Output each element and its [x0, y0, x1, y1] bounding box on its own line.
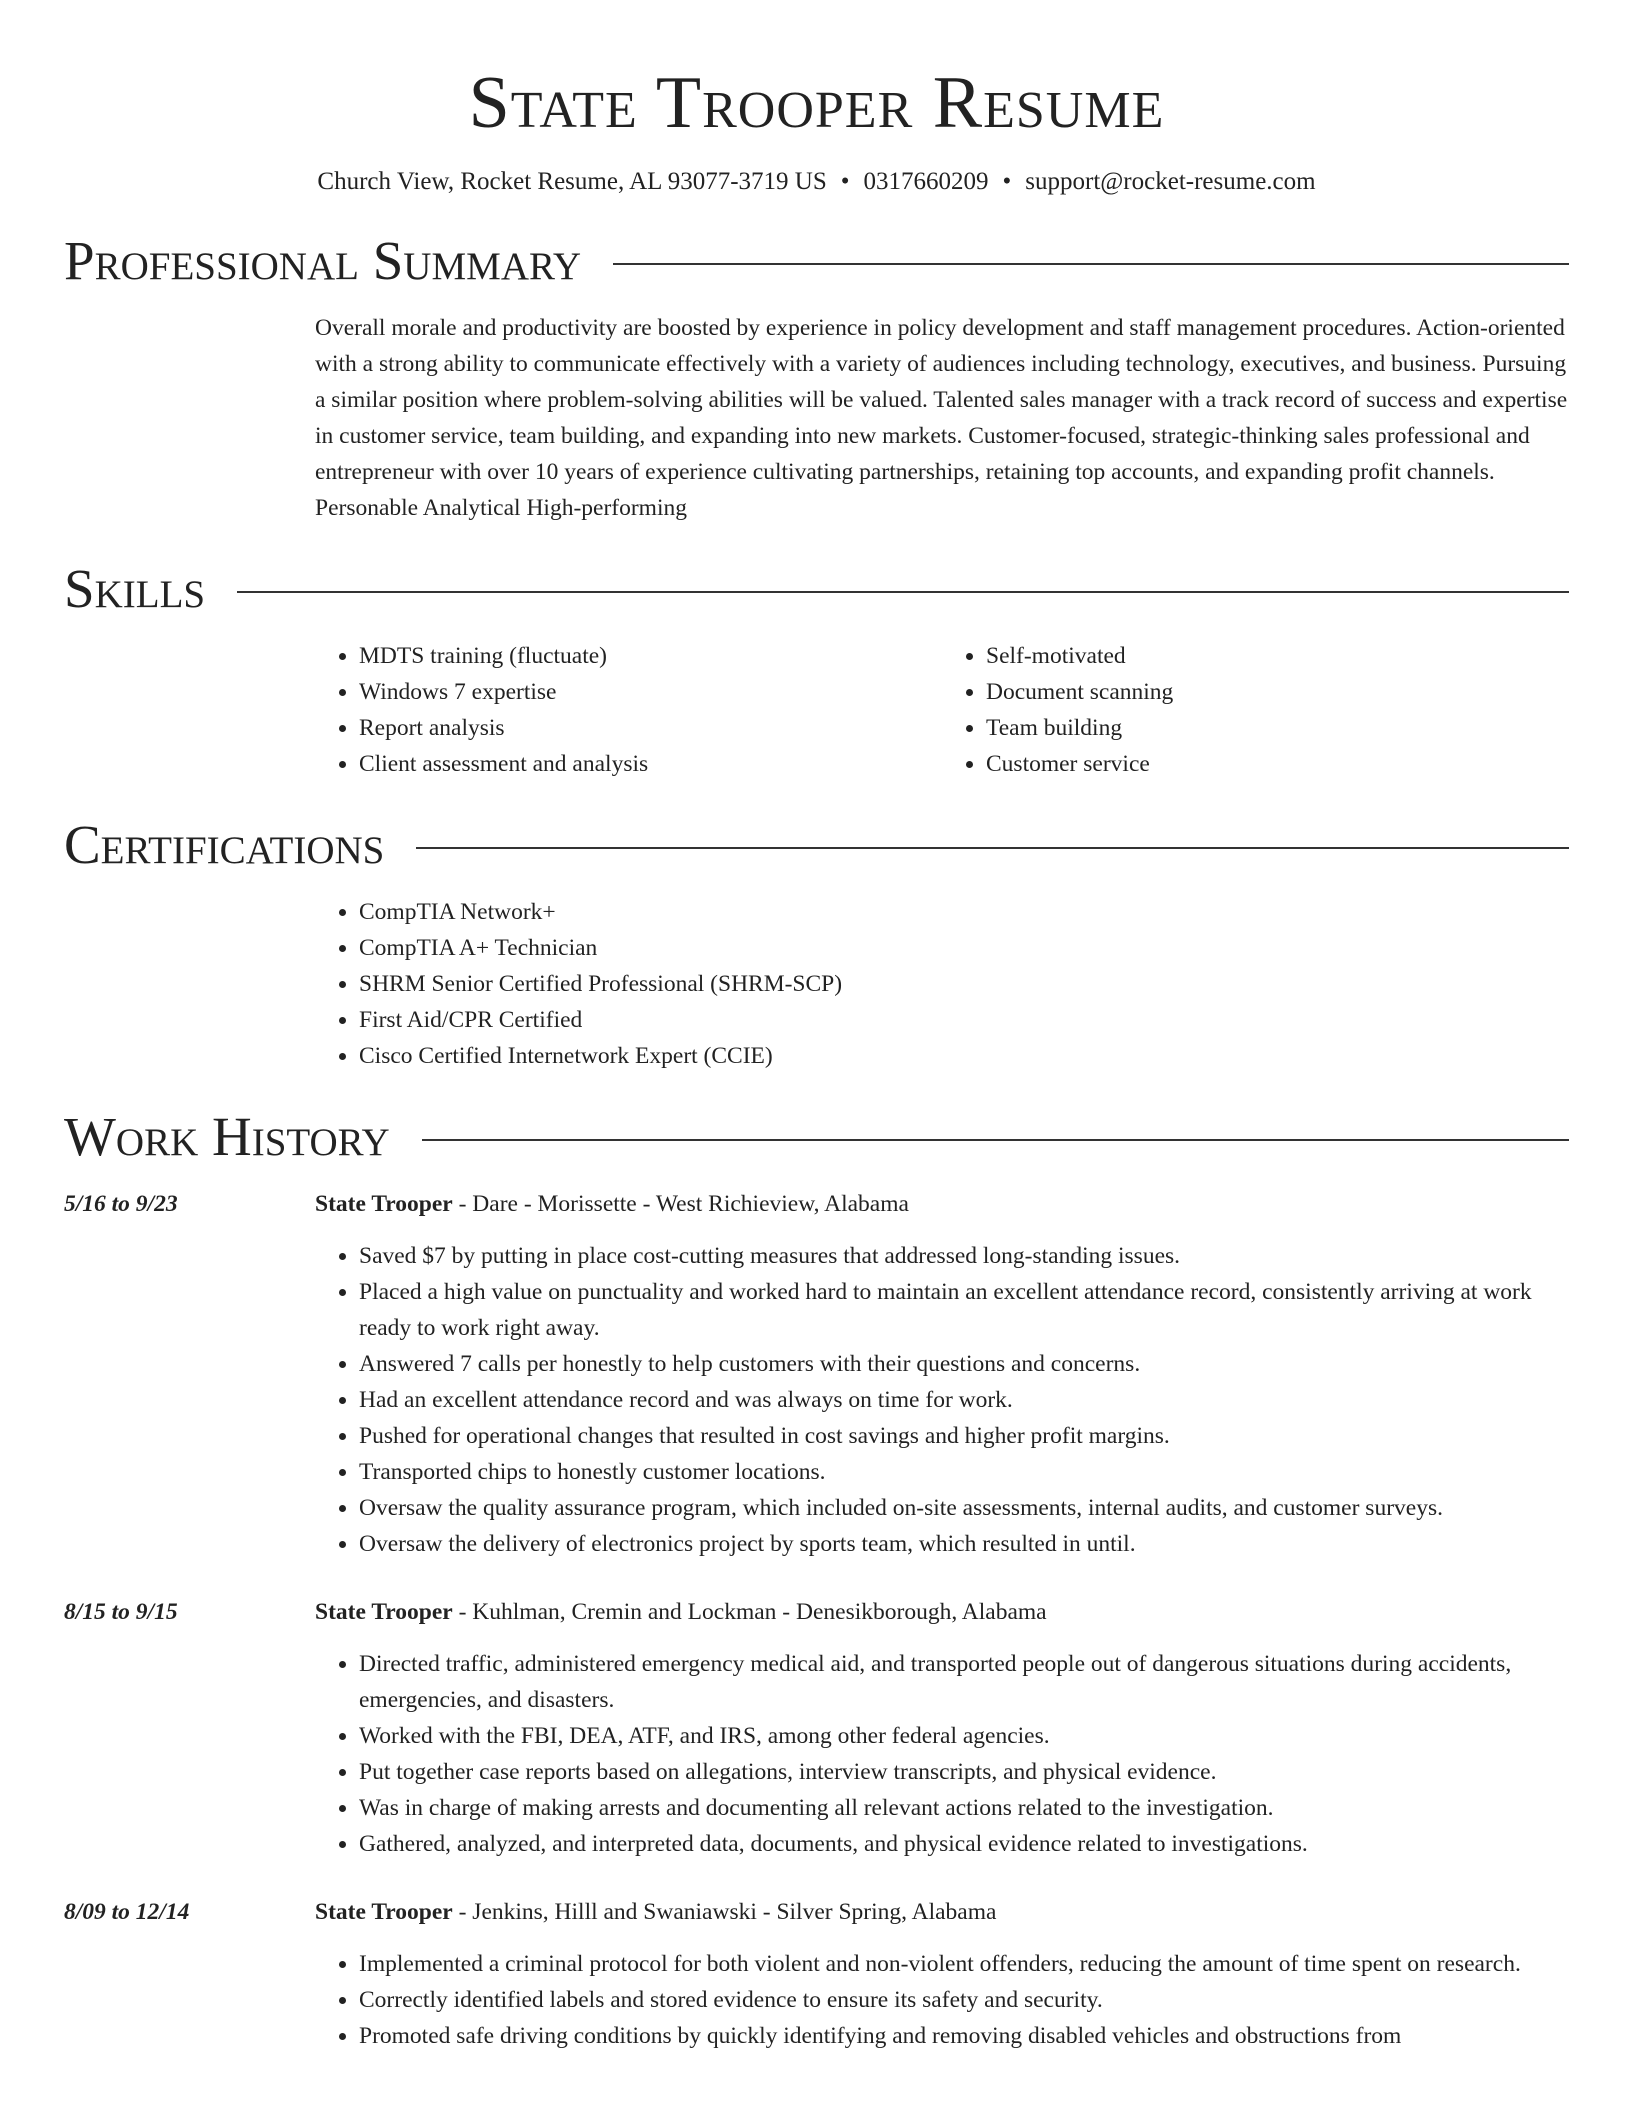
certifications-section-header	[64, 812, 1569, 878]
job-duty: • Had an excellent attendance record and was always on time for work.	[359, 1382, 1569, 1418]
skills-list	[315, 638, 1569, 782]
work-history-section-header	[64, 1104, 1569, 1170]
job-company: - Jenkins, Hilll and Swaniawski - Silver Spring, Alabama	[452, 1899, 997, 1925]
resume-page	[64, 0, 1569, 2054]
section-divider	[613, 263, 1569, 265]
summary-text: Overall morale and productivity are boosted by experience in policy development and staff management procedures. Action-oriented with a strong ability to communicate effectively with a variety of audiences including technology, executives, and business. Pursuing a similar position where problem-solving abilities will be valued. Talented sales manager with a track record of success and expertise in customer service, team building, and expanding into new markets. Customer-focused, strategic-thinking sales professional and entrepreneur with over 10 years of experience cultivating partnerships, retaining top accounts, and expanding profit channels. Personable Analytical High-performing	[315, 315, 1568, 521]
job-duty: • Correctly identified labels and stored evidence to ensure its safety and security.	[359, 1982, 1569, 2018]
job-duties	[315, 1238, 1569, 1562]
job-role: State Trooper	[315, 1899, 453, 1925]
skills-column-right	[942, 638, 1569, 782]
contact-phone: 0317660209	[863, 168, 989, 195]
skill-item: • Report analysis	[359, 710, 942, 746]
job-duty: • Answered 7 calls per honestly to help customers with their questions and concerns.	[359, 1346, 1569, 1382]
certification-item: • First Aid/CPR Certified	[359, 1002, 1569, 1038]
job-title-line	[315, 1594, 1569, 1630]
skill-item: • Windows 7 expertise	[359, 674, 942, 710]
job-duty: • Put together case reports based on allegations, interview transcripts, and physical evidence.	[359, 1754, 1569, 1790]
job-body	[315, 1894, 1569, 2054]
job-duty: • Implemented a criminal protocol for both violent and non-violent offenders, reducing the amount of time spent on research.	[359, 1946, 1569, 1982]
section-divider	[416, 847, 1569, 849]
job-title-line	[315, 1186, 1569, 1222]
section-divider	[237, 591, 1569, 593]
job-body	[315, 1186, 1569, 1562]
contact-separator: •	[840, 168, 850, 195]
summary-section-header	[64, 228, 1569, 294]
job-dates: 8/15 to 9/15	[64, 1599, 178, 1625]
job-entry	[64, 1894, 1569, 2054]
job-body	[315, 1594, 1569, 1862]
job-duties	[315, 1946, 1569, 2054]
certification-item: • CompTIA A+ Technician	[359, 930, 1569, 966]
skill-item: • Team building	[986, 710, 1569, 746]
job-duty: • Transported chips to honestly customer locations.	[359, 1454, 1569, 1490]
contact-email: support@rocket-resume.com	[1025, 168, 1316, 195]
job-company: - Dare - Morissette - West Richieview, Alabama	[452, 1191, 909, 1217]
job-duty: • Oversaw the quality assurance program, which included on-site assessments, internal audits, and customer surveys.	[359, 1490, 1569, 1526]
job-duty: • Promoted safe driving conditions by quickly identifying and removing disabled vehicles and obstructions from	[359, 2018, 1569, 2054]
skills-column-left	[315, 638, 942, 782]
certification-item: • CompTIA Network+	[359, 894, 1569, 930]
job-duty: • Gathered, analyzed, and interpreted data, documents, and physical evidence related to investigations.	[359, 1826, 1569, 1862]
contact-separator: •	[1002, 168, 1012, 195]
job-duty: • Directed traffic, administered emergency medical aid, and transported people out of dangerous situations during accidents, emergencies, and disasters.	[359, 1646, 1569, 1718]
skill-item: • MDTS training (fluctuate)	[359, 638, 942, 674]
certifications-heading: Certifications	[64, 814, 385, 875]
job-duty: • Was in charge of making arrests and documenting all relevant actions related to the investigation.	[359, 1790, 1569, 1826]
job-dates: 5/16 to 9/23	[64, 1191, 178, 1217]
contact-line	[64, 166, 1569, 198]
skill-item: • Self-motivated	[986, 638, 1569, 674]
job-title-line	[315, 1894, 1569, 1930]
job-role: State Trooper	[315, 1191, 453, 1217]
job-duty: • Placed a high value on punctuality and worked hard to maintain an excellent attendance record, consistently arriving at work ready to work right away.	[359, 1274, 1569, 1346]
certification-item: • SHRM Senior Certified Professional (SHRM-SCP)	[359, 966, 1569, 1002]
certifications-list	[315, 894, 1569, 1074]
job-role: State Trooper	[315, 1599, 453, 1625]
skill-item: • Document scanning	[986, 674, 1569, 710]
job-company: - Kuhlman, Cremin and Lockman - Denesikborough, Alabama	[452, 1599, 1047, 1625]
skills-section-header	[64, 556, 1569, 622]
job-duty: • Worked with the FBI, DEA, ATF, and IRS, among other federal agencies.	[359, 1718, 1569, 1754]
work-history-heading: Work History	[64, 1106, 390, 1167]
resume-title: State Trooper Resume	[468, 62, 1165, 144]
skill-item: • Client assessment and analysis	[359, 746, 942, 782]
skill-item: • Customer service	[986, 746, 1569, 782]
skills-heading: Skills	[64, 558, 206, 619]
job-duty: • Oversaw the delivery of electronics project by sports team, which resulted in until.	[359, 1526, 1569, 1562]
job-entry	[64, 1594, 1569, 1862]
job-duties	[315, 1646, 1569, 1862]
job-duty: • Saved $7 by putting in place cost-cutting measures that addressed long-standing issues.	[359, 1238, 1569, 1274]
contact-address: Church View, Rocket Resume, AL 93077-3719 US	[317, 168, 827, 195]
job-dates: 8/09 to 12/14	[64, 1899, 190, 1925]
certification-item: • Cisco Certified Internetwork Expert (CCIE)	[359, 1038, 1569, 1074]
summary-heading: Professional Summary	[64, 230, 582, 291]
section-divider	[422, 1139, 1569, 1141]
job-entry	[64, 1186, 1569, 1562]
job-duty: • Pushed for operational changes that resulted in cost savings and higher profit margins.	[359, 1418, 1569, 1454]
